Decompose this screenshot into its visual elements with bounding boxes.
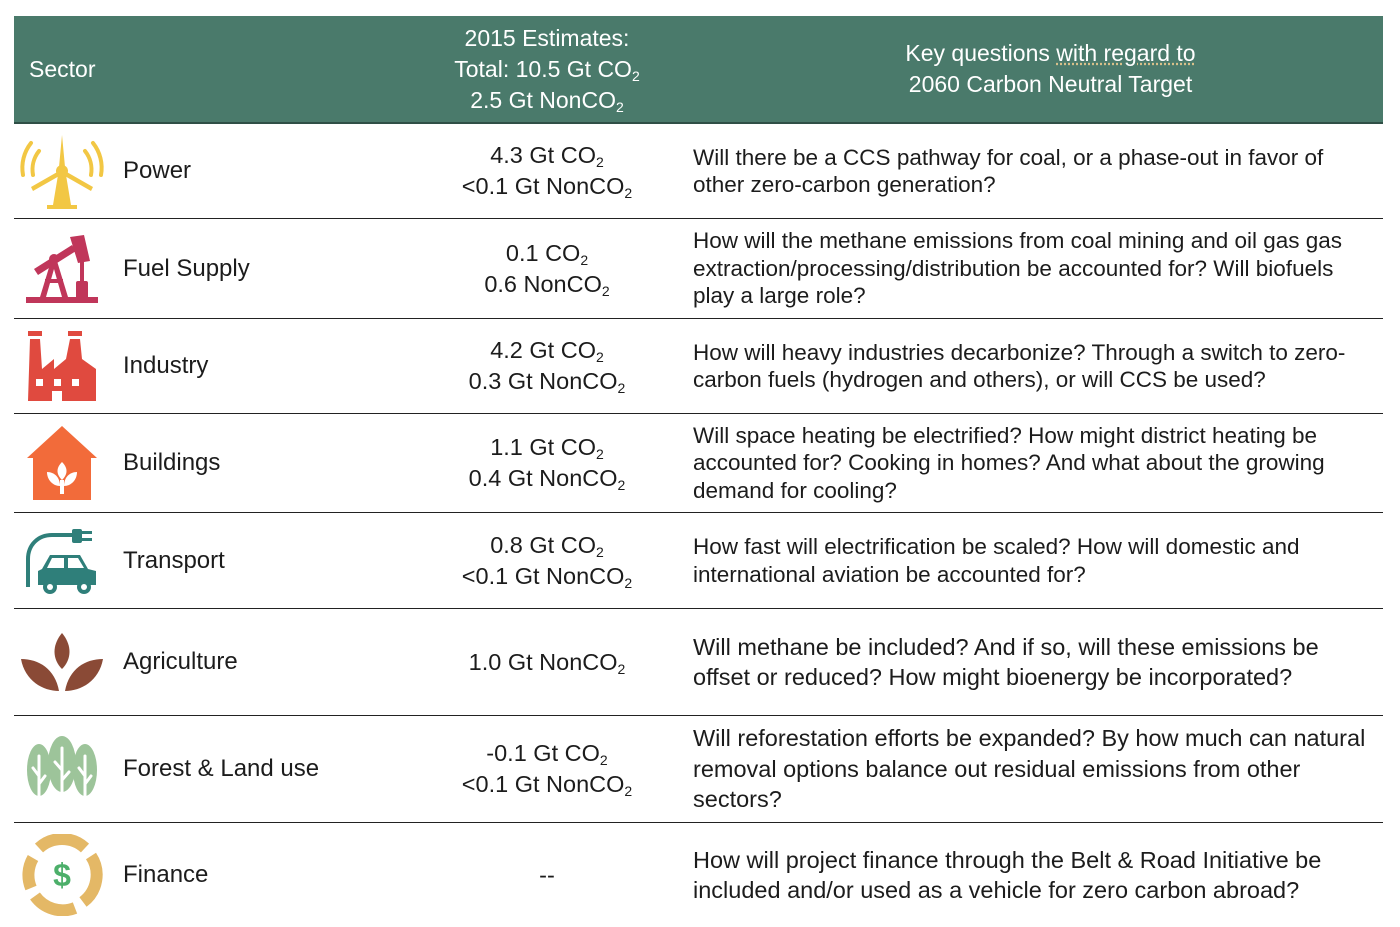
dollar-cycle-icon: [14, 834, 110, 916]
plant-leaves-icon: [14, 631, 110, 693]
sector-name: Transport: [123, 546, 225, 574]
sector-name: Buildings: [123, 449, 221, 476]
question-cell: How will heavy industries decarbonize? Through a switch to zero-carbon fuels (hydrogen and others), or will CCS be used?: [693, 339, 1346, 392]
svg-text:$: $: [53, 857, 71, 893]
question-cell: Will there be a CCS pathway for coal, or a phase-out in favor of other zero-carbon generation?: [693, 144, 1324, 197]
estimate-cell: 1.1 Gt $CO_2$ 0.4 Gt NonCO$_2$: [468, 434, 626, 493]
table-row: [14, 319, 1383, 414]
sector-name: Agriculture: [123, 648, 238, 675]
table-row: [14, 716, 1383, 823]
question-cell: How fast will electrification be scaled? How will domestic and international aviation be accounted for?: [693, 534, 1300, 587]
sector-name: Fuel Supply: [123, 254, 250, 282]
question-cell: How will project finance through the Belt & Road Initiative be included and/or used as a vehicle for zero carbon abroad?: [693, 846, 1322, 903]
question-cell: Will space heating be electrified? How might district heating be accounted for? Cooking in homes? And what about the growing demand for cooling?: [693, 422, 1325, 503]
estimate-cell: 4.2 Gt $CO_2$ 0.3 Gt NonCO$_2$: [468, 337, 626, 396]
sector-name: Finance: [123, 861, 209, 888]
table-row: [14, 414, 1383, 513]
question-cell: Will methane be included? And if so, will these emissions be offset or reduced? How might bioenergy be incorporated?: [693, 633, 1319, 690]
header-estimates-line1: 2015 Estimates:: [464, 24, 630, 51]
table-row: [14, 124, 1383, 219]
table-header: [14, 16, 1383, 124]
sector-name: Industry: [123, 352, 209, 379]
header-questions-line1: Key questions with regard to: [905, 40, 1196, 66]
factory-icon: [14, 329, 110, 403]
header-estimates-line2: Total: 10.5 Gt $CO_2$: [454, 55, 640, 84]
estimate-cell: -0.1 Gt $CO_2$ <0.1 Gt NonCO$_2$: [461, 740, 633, 799]
sector-name: Forest & Land use: [123, 755, 320, 782]
header-sector: Sector: [29, 55, 96, 82]
oil-pump-icon: [14, 231, 110, 307]
question-cell: How will the methane emissions from coal mining and oil gas gas extraction/processing/distribution be accounted for? Will biofuels play a large role?: [693, 228, 1343, 309]
estimate-cell: --: [539, 861, 555, 888]
table-row: [14, 609, 1383, 716]
estimate-cell: 0.8 Gt $CO_2$ <0.1 Gt NonCO$_2$: [461, 531, 633, 591]
table-row: [14, 823, 1383, 927]
header-questions-line2: 2060 Carbon Neutral Target: [908, 71, 1193, 97]
header-questions: [688, 38, 1383, 100]
estimate-cell: 4.3 Gt $CO_2$ <0.1 Gt NonCO$_2$: [461, 142, 633, 201]
estimate-cell: 1.0 Gt NonCO$_2$: [468, 648, 626, 677]
question-cell: Will reforestation efforts be expanded? By how much can natural removal options balance out residual emissions from other sectors?: [693, 725, 1366, 813]
estimate-cell: 0.1 $CO_2$ 0.6 NonCO$_2$: [484, 239, 610, 299]
forest-trees-icon: [14, 734, 110, 804]
sector-table: [14, 16, 1383, 927]
header-estimates-line3: 2.5 Gt NonCO$_2$: [470, 86, 624, 115]
green-house-icon: [14, 424, 110, 502]
header-estimates: [406, 23, 688, 116]
electric-car-icon: [14, 525, 110, 597]
sector-name: Power: [123, 157, 192, 184]
table-row: [14, 513, 1383, 609]
table-row: [14, 219, 1383, 319]
wind-turbine-icon: [14, 131, 110, 211]
